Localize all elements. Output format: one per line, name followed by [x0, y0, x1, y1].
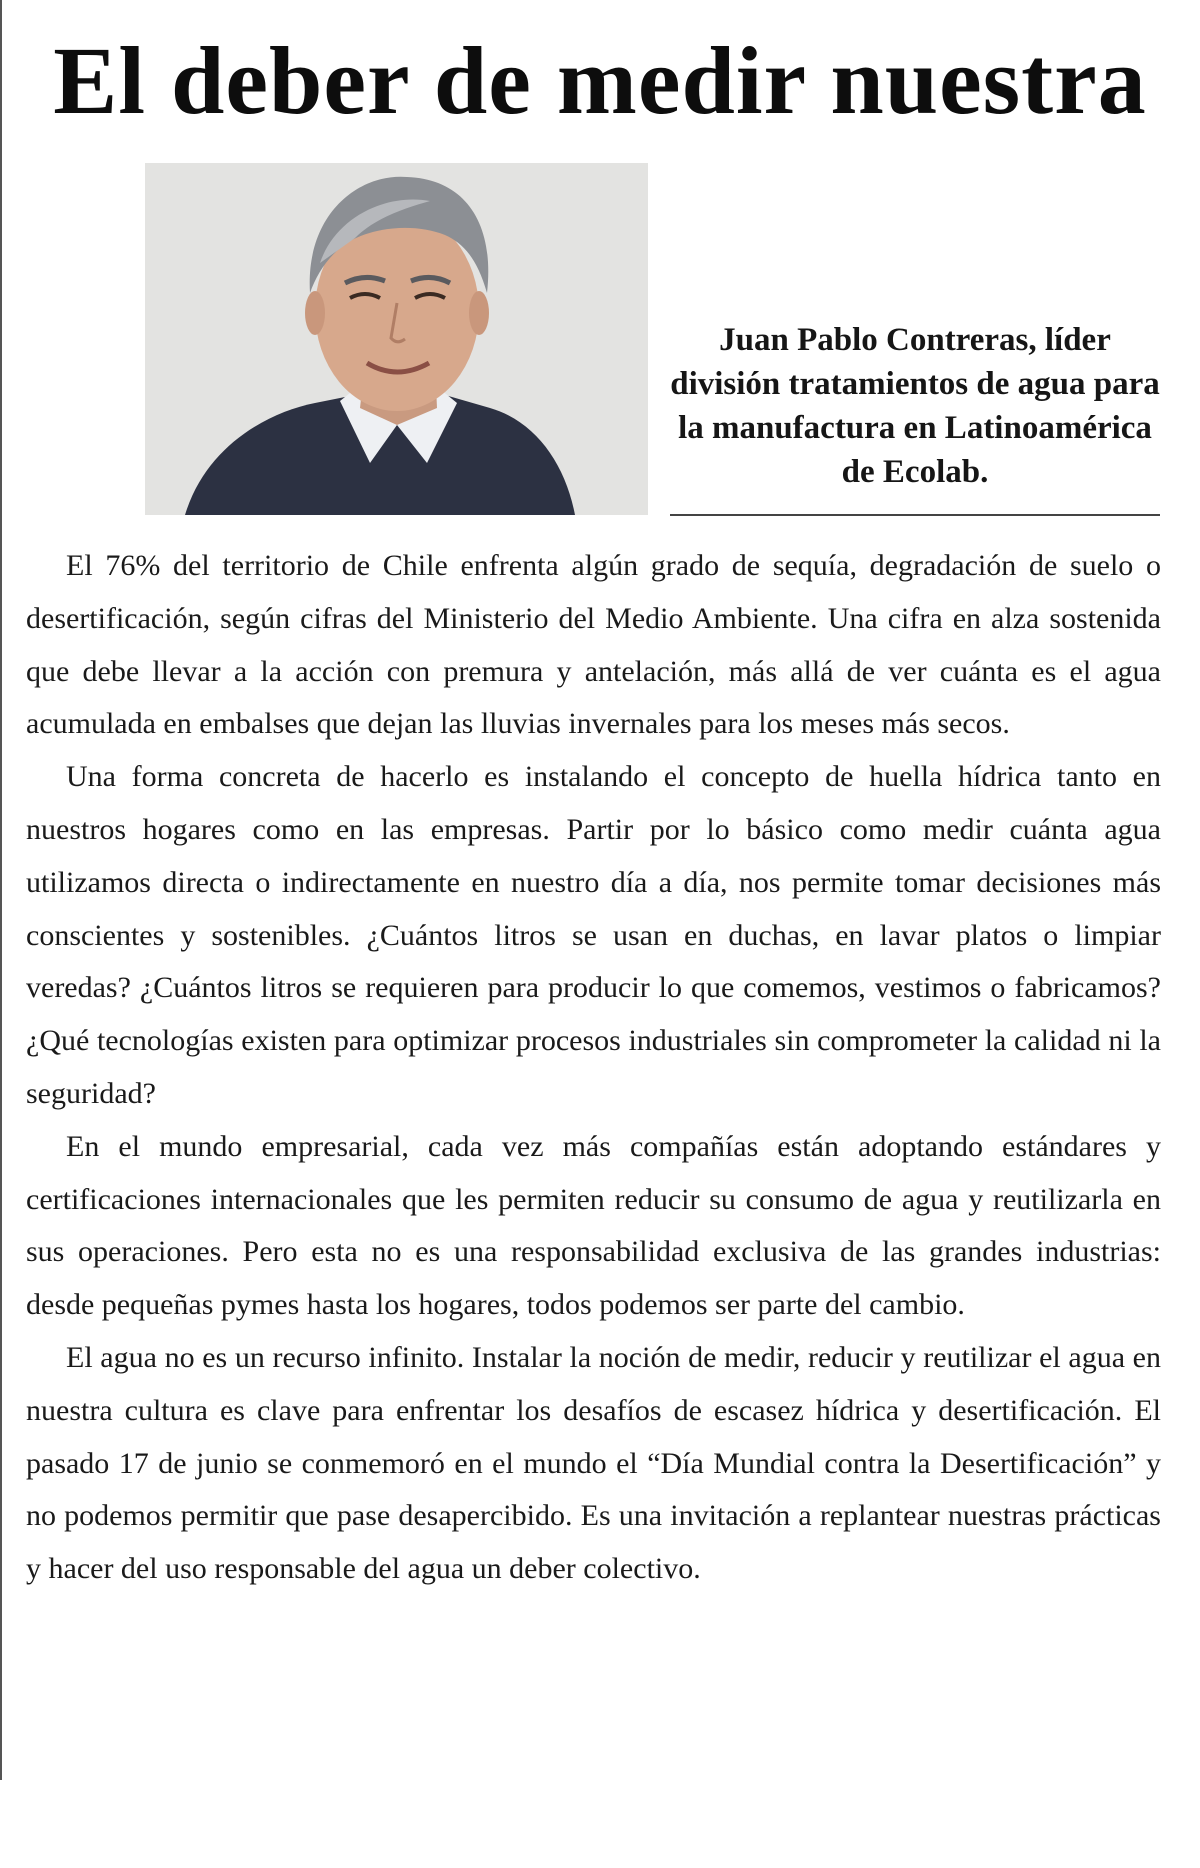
body-paragraph-4: El agua no es un recurso infinito. Instalar la noción de medir, reducir y reutilizar el agua en nuestra cultura es clave para enfrentar los desafíos de escasez hídrica y desertificación. El pasado 17 de junio se conmemoró en el mundo el “Día Mundial contra la Desertificación” y no podemos permitir que pase desapercibido. Es una invitación a replantear nuestras prácticas y hacer del uso responsable del agua un deber colectivo.	[26, 1340, 1161, 1586]
photo-caption: Juan Pablo Contreras, líder división tratamientos de agua para la manufactura en Latinoamérica de Ecolab.	[670, 322, 1160, 490]
article-title: El deber de medir nuestra	[53, 27, 1147, 134]
body-paragraph-2: Una forma concreta de hacerlo es instalando el concepto de huella hídrica tanto en nuestros hogares como en las empresas. Partir por lo básico como medir cuánta agua utilizamos directa o indirectamente en nuestro día a día, nos permite tomar decisiones más conscientes y sostenibles. ¿Cuántos litros se usan en duchas, en lavar platos o limpiar veredas? ¿Cuántos litros se requieren para producir lo que comemos, vestimos o fabricamos? ¿Qué tecnologías existen para optimizar procesos industriales sin comprometer la calidad ni la seguridad?	[26, 760, 1161, 1110]
article-body	[26, 540, 1161, 1596]
author-photo	[145, 163, 648, 515]
body-paragraph-3: En el mundo empresarial, cada vez más compañías están adoptando estándares y certificaciones internacionales que les permiten reducir su consumo de agua y reutilizarla en sus operaciones. Pero esta no es una responsabilidad exclusiva de las grandes industrias: desde pequeñas pymes hasta los hogares, todos podemos ser parte del cambio.	[26, 1129, 1161, 1322]
caption-divider	[670, 514, 1160, 516]
portrait-photo-icon	[145, 163, 648, 515]
page-edge-rule	[0, 0, 2, 1780]
body-paragraph-1: El 76% del territorio de Chile enfrenta algún grado de sequía, degradación de suelo o desertificación, según cifras del Ministerio del Medio Ambiente. Una cifra en alza sostenida que debe llevar a la acción con premura y antelación, más allá de ver cuánta es el agua acumulada en embalses que dejan las lluvias invernales para los meses más secos.	[26, 549, 1161, 741]
